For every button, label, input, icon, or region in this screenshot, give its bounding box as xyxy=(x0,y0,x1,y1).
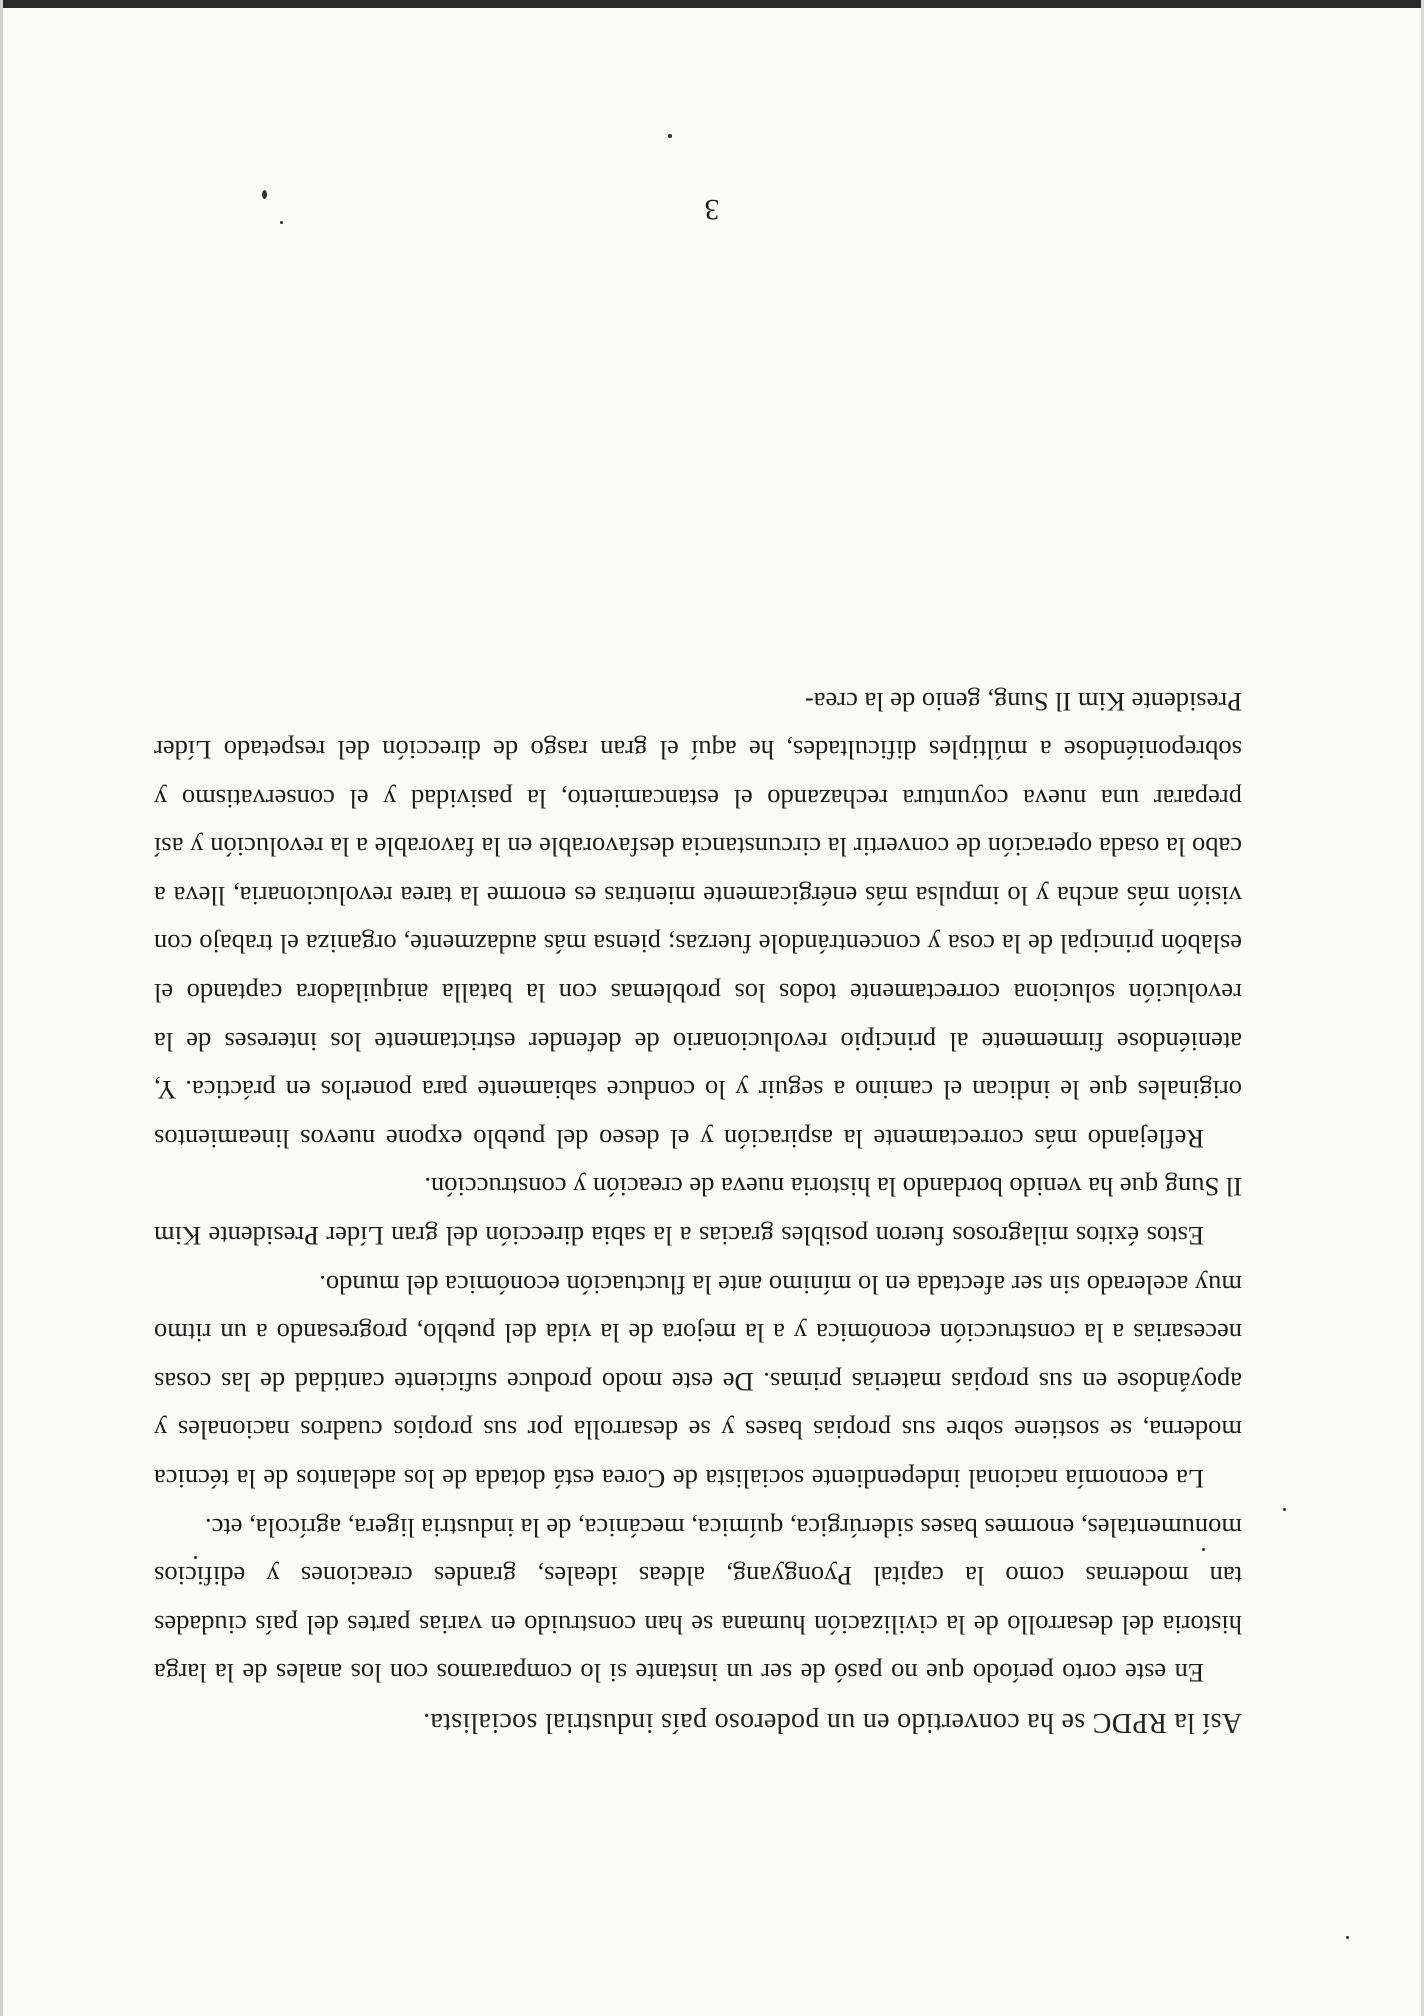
body-text xyxy=(154,677,1242,1746)
scan-speck xyxy=(194,1556,197,1559)
scan-speck xyxy=(1283,1508,1286,1511)
scan-speck xyxy=(262,190,267,199)
scan-speck xyxy=(668,134,672,138)
scan-speck xyxy=(280,221,283,224)
heading-line: Así la RPDC se ha convertido en un poderoso país industrial socialista. xyxy=(422,1707,1242,1738)
scan-speck xyxy=(1346,1936,1349,1939)
paragraph-2: La economía nacional independiente socialista de Corea está dotada de los adelantos de la técnica moderna, se sostiene sobre sus propias bases y se desarrolla por sus propios cuadros nacionales y apoyándose en sus propias materias primas. De este modo produce suficiente cantidad de las cosas necesarias a la construcción económica y a la mejora de la vida del pueblo, progresando a un ritmo muy acelerado sin ser afectada en lo mínimo ante la fluctuación económica del mundo. xyxy=(154,1269,1242,1495)
page-number: 3 xyxy=(704,193,720,226)
paragraph-4: Reflejando más correctamente la aspiración y el deseo del pueblo expone nuevos lineamientos originales que le indican el camino a seguir y lo conduce sabiamente para ponerlos en práctica. Y, ateniéndose firmemente al principio revolucionario de defender estrictamente los intereses de la revolución soluciona correctamente todos los problemas con la batalla aniquiladora captando el eslabón principal de la cosa y concentrándole fuerzas; piensa más audazmente, organiza el trabajo con visión más ancha y lo impulsa más enérgicamente mientras es enorme la tarea revolucionaria, lleva a cabo la osada operación de convertir la circunstancia desfavorable en la favorable a la revolución y así preparar una nueva coyuntura rechazando el estancamiento, la pasividad y el conservatismo y sobreponiéndose a múltiples dificultades, he aquí el gran rasgo de dirección del respetado Líder Presidente Kim Il Sung, genio de la crea- xyxy=(154,686,1242,1154)
paragraph-1: En este corto período que no pasó de ser un instante si lo comparamos con los anales de la larga historia del desarrollo de la civilización humana se han construido en varias partes del país ciudades tan modernas como la capital Pyongyang, aldeas ideales, grandes creaciones y edificios monumentales, enormes bases siderúrgica, química, mecánica, de la industria ligera, agrícola, etc. xyxy=(154,1512,1242,1689)
paragraph-3: Estos éxitos milagrosos fueron posibles gracias a la sabia dirección del gran Líder Presidente Kim Il Sung que ha venido bordando la historia nueva de creación y construcción. xyxy=(154,1172,1242,1252)
scan-speck xyxy=(1202,1548,1205,1551)
